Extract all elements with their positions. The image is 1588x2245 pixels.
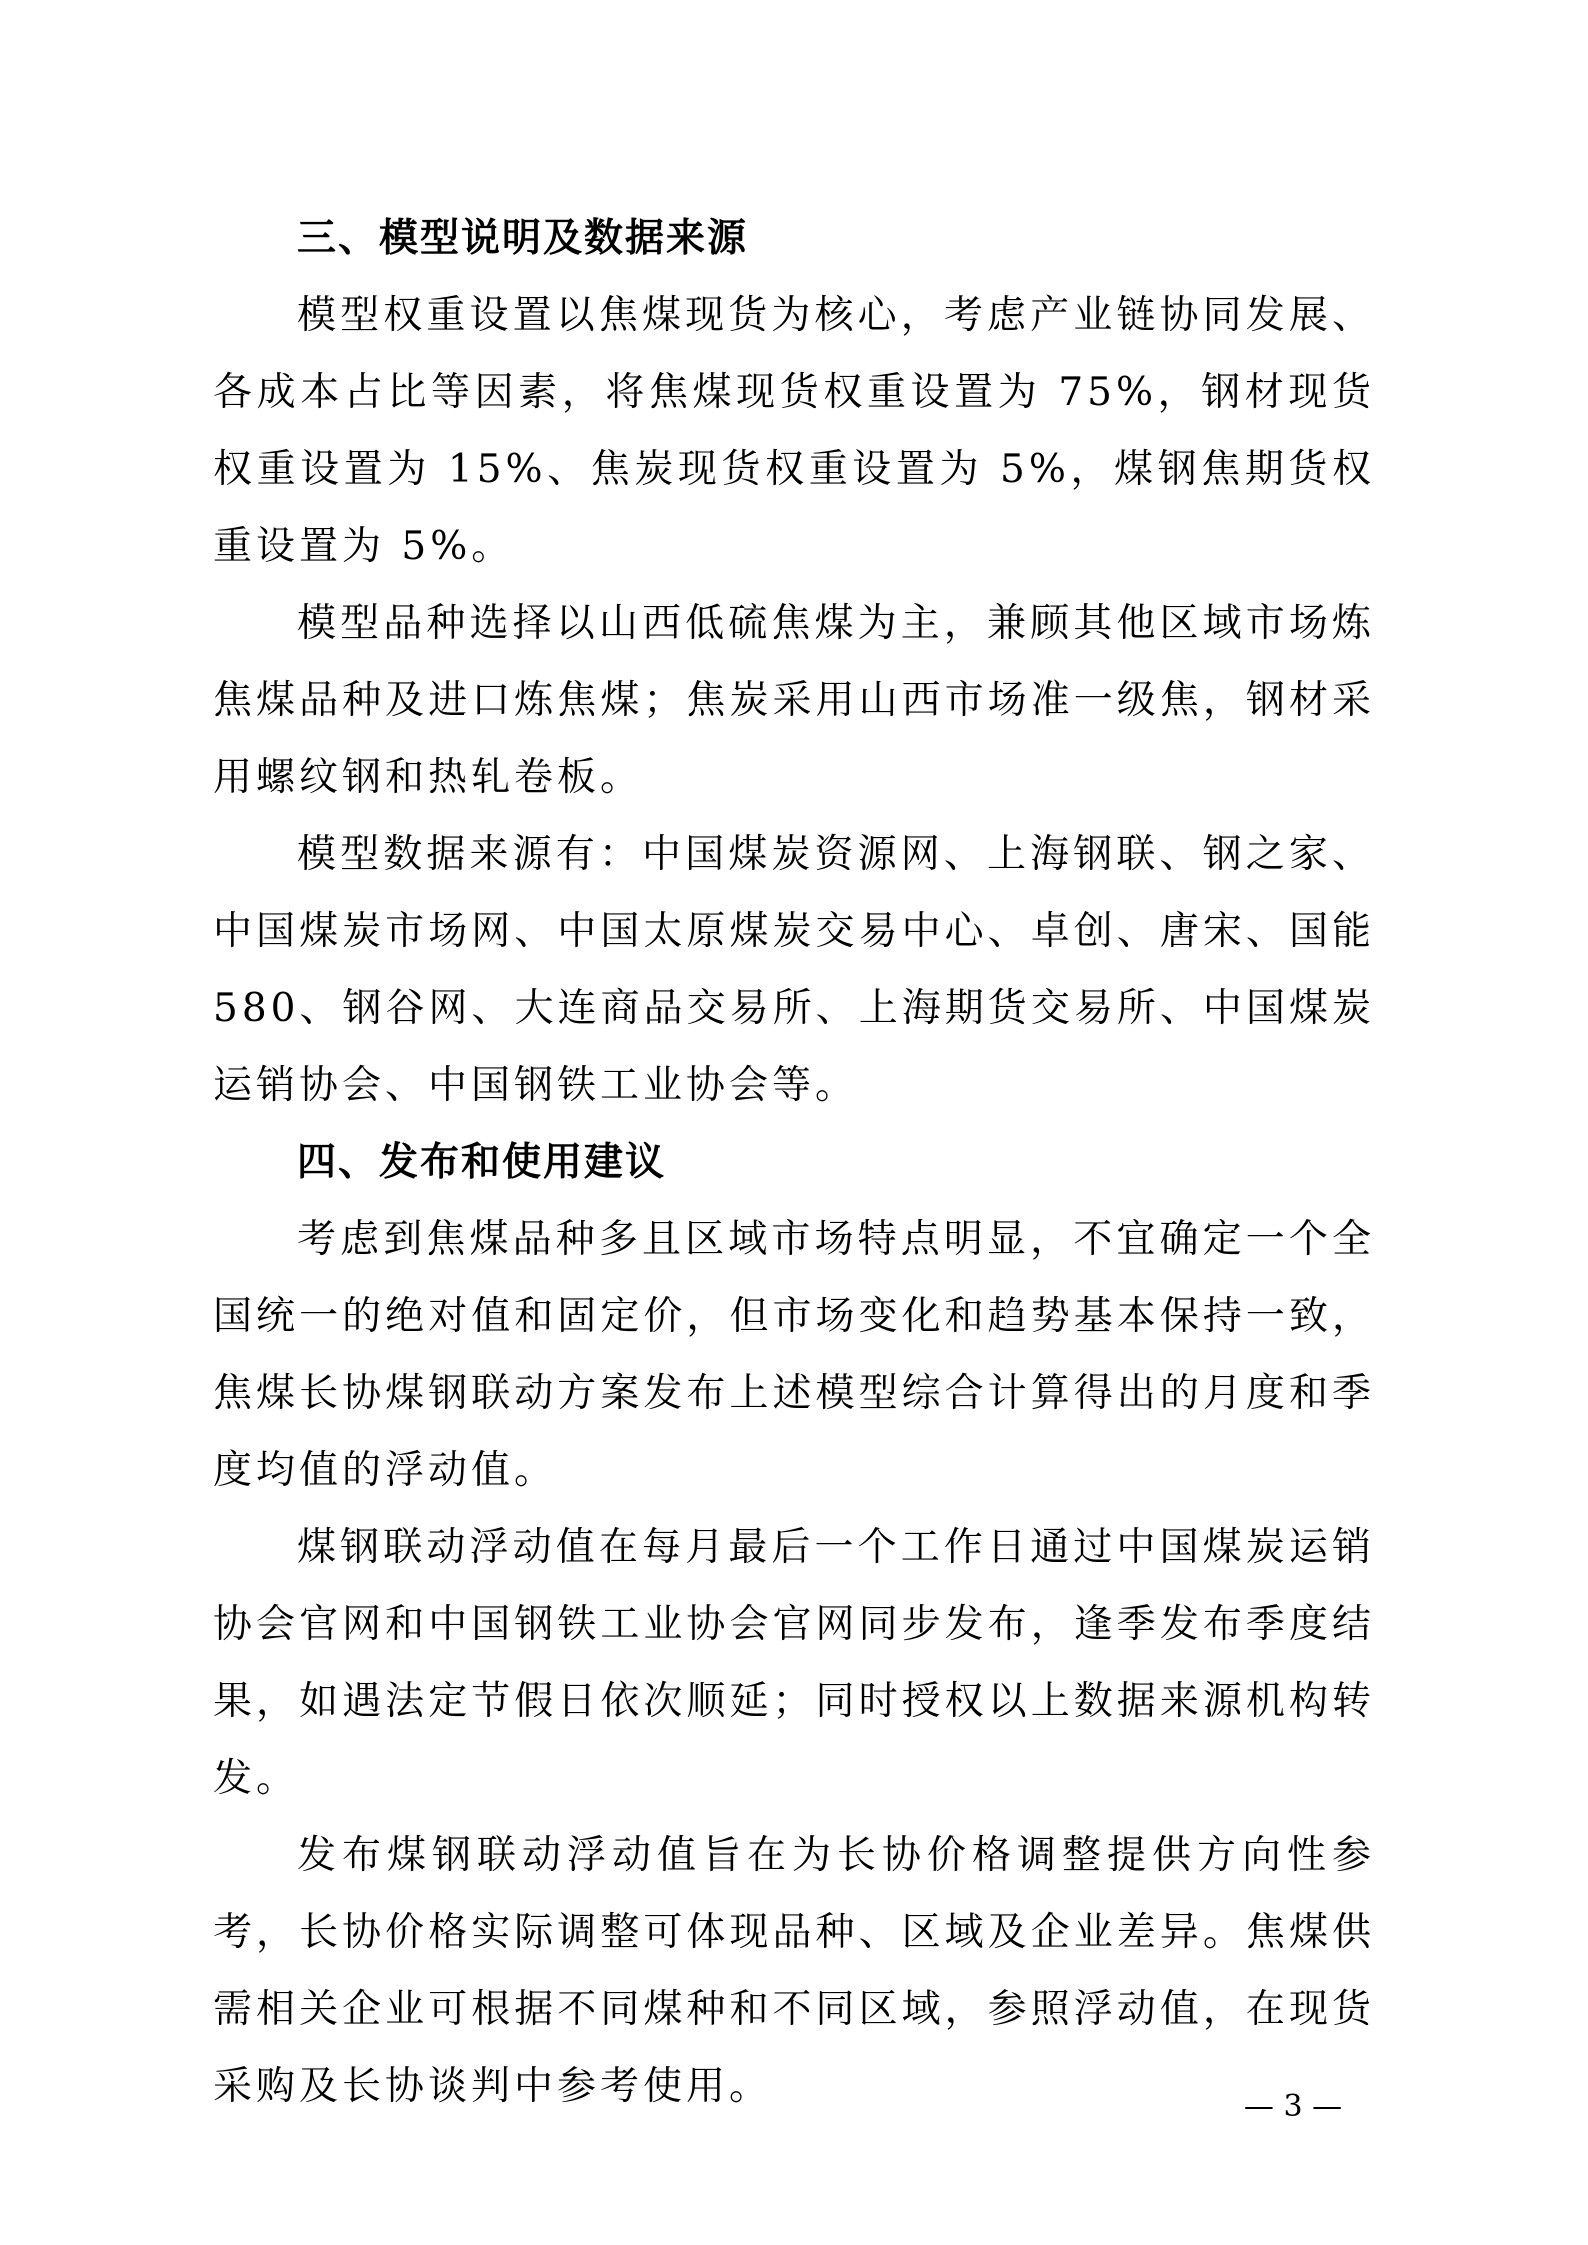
page-number: — 3 — xyxy=(1243,2089,1343,2124)
section-heading-model-description: 三、模型说明及数据来源 xyxy=(297,216,749,261)
paragraph-publishing-schedule: 煤钢联动浮动值在每月最后一个工作日通过中国煤炭运销协会官网和中国钢铁工业协会官网同步发布，逢季发布季度结果，如遇法定节假日依次顺延；同时授权以上数据来源机构转发。 xyxy=(213,1525,1375,1801)
paragraph-model-weights: 模型权重设置以焦煤现货为核心，考虑产业链协同发展、各成本占比等因素，将焦煤现货权重设置为 75%，钢材现货权重设置为 15%、焦炭现货权重设置为 5%，煤钢焦期货权重设置为 5%。 xyxy=(213,293,1375,569)
paragraph-usage-guidance: 发布煤钢联动浮动值旨在为长协价格调整提供方向性参考，长协价格实际调整可体现品种、区域及企业差异。焦煤供需相关企业可根据不同煤种和不同区域，参照浮动值，在现货采购及长协谈判中参考使用。 xyxy=(213,1833,1375,2109)
section-heading-publishing-suggestions: 四、发布和使用建议 xyxy=(297,1140,667,1185)
paragraph-data-sources: 模型数据来源有：中国煤炭资源网、上海钢联、钢之家、中国煤炭市场网、中国太原煤炭交易中心、卓创、唐宋、国能 580、钢谷网、大连商品交易所、上海期货交易所、中国煤炭运销协会、中国钢铁工业协会等。 xyxy=(213,832,1375,1108)
paragraph-model-varieties: 模型品种选择以山西低硫焦煤为主，兼顾其他区域市场炼焦煤品种及进口炼焦煤；焦炭采用山西市场准一级焦，钢材采用螺纹钢和热轧卷板。 xyxy=(213,601,1375,800)
document-page xyxy=(213,200,1375,2125)
paragraph-floating-value-rationale: 考虑到焦煤品种多且区域市场特点明显，不宜确定一个全国统一的绝对值和固定价，但市场变化和趋势基本保持一致，焦煤长协煤钢联动方案发布上述模型综合计算得出的月度和季度均值的浮动值。 xyxy=(213,1217,1375,1493)
